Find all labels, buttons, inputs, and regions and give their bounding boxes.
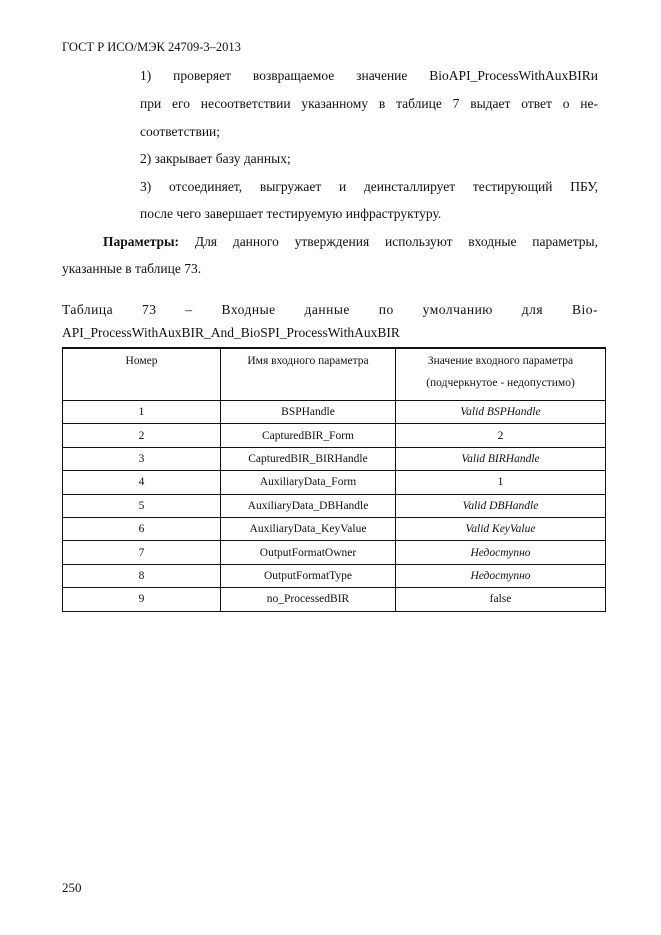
table-row: [63, 401, 606, 424]
step-line-1: 1) проверяет возвращаемое значение BioAPI_ProcessWithAuxBIRи: [140, 68, 598, 83]
cell-number: 4: [63, 471, 221, 494]
table-row: [63, 564, 606, 587]
cell-param-name: AuxiliaryData_Form: [221, 471, 396, 494]
cell-param-value: 2: [396, 424, 606, 447]
table-caption-line-1: Таблица 73 – Входные данные по умолчанию для Bio-: [62, 302, 598, 317]
cell-number: 9: [63, 588, 221, 611]
table-row: [63, 471, 606, 494]
params-paragraph-cont: указанные в таблице 73.: [62, 261, 202, 276]
page-number: 250: [62, 880, 82, 895]
cell-param-name: OutputFormatType: [221, 564, 396, 587]
defaults-table: [62, 347, 606, 612]
cell-param-name: OutputFormatOwner: [221, 541, 396, 564]
cell-number: 1: [63, 401, 221, 424]
table-row: [63, 588, 606, 611]
cell-number: 7: [63, 541, 221, 564]
cell-param-name: CapturedBIR_BIRHandle: [221, 447, 396, 470]
table-caption-line-2: API_ProcessWithAuxBIR_And_BioSPI_ProcessWithAuxBIR: [62, 325, 400, 340]
cell-param-value: Valid DBHandle: [396, 494, 606, 517]
cell-number: 2: [63, 424, 221, 447]
table-row: [63, 517, 606, 540]
step-line-6: после чего завершает тестируемую инфраструктуру.: [140, 206, 442, 221]
step-line-3: соответствии;: [140, 124, 221, 139]
params-label: Параметры:: [103, 234, 180, 249]
cell-param-name: no_ProcessedBIR: [221, 588, 396, 611]
cell-param-name: AuxiliaryData_DBHandle: [221, 494, 396, 517]
step-line-4: 2) закрывает базу данных;: [140, 151, 291, 166]
col-header-param-value: [396, 348, 606, 401]
cell-param-value: Valid BSPHandle: [396, 401, 606, 424]
step-line-2: при его несоответствии указанному в таблице 7 выдает ответ о не-: [140, 96, 598, 111]
params-text: Для данного утверждения используют входные параметры,: [179, 234, 598, 249]
cell-param-name: AuxiliaryData_KeyValue: [221, 517, 396, 540]
cell-param-name: BSPHandle: [221, 401, 396, 424]
cell-param-name: CapturedBIR_Form: [221, 424, 396, 447]
cell-param-value: Недоступно: [396, 564, 606, 587]
cell-param-value: false: [396, 588, 606, 611]
table-row: [63, 424, 606, 447]
cell-param-value: Valid BIRHandle: [396, 447, 606, 470]
document-header: ГОСТ Р ИСО/МЭК 24709-3–2013: [62, 40, 241, 54]
col-header-number: Номер: [63, 348, 221, 401]
step-line-5: 3) отсоединяет, выгружает и деинсталлирует тестирующий ПБУ,: [140, 179, 598, 194]
cell-number: 8: [63, 564, 221, 587]
table-row: [63, 494, 606, 517]
cell-number: 5: [63, 494, 221, 517]
table-row: [63, 541, 606, 564]
col-header-value-line-1: Значение входного параметра: [427, 355, 574, 367]
cell-param-value: Недоступно: [396, 541, 606, 564]
cell-param-value: Valid KeyValue: [396, 517, 606, 540]
col-header-param-name: Имя входного параметра: [221, 348, 396, 401]
params-paragraph: [103, 234, 598, 250]
table-header-row: [63, 348, 606, 401]
cell-number: 6: [63, 517, 221, 540]
cell-number: 3: [63, 447, 221, 470]
col-header-value-line-2: (подчеркнутое - недопустимо): [426, 377, 575, 389]
cell-param-value: 1: [396, 471, 606, 494]
table-row: [63, 447, 606, 470]
